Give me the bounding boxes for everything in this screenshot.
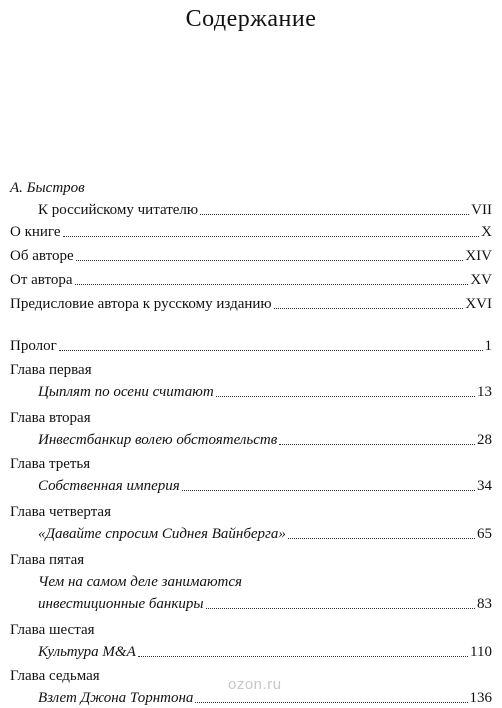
chapter-heading-label: Глава четвертая: [10, 504, 111, 520]
chapter-title: Культура M&A: [38, 644, 136, 660]
toc-entry[interactable]: [10, 382, 492, 402]
toc-entry-page: 110: [470, 644, 492, 660]
toc-entry[interactable]: [10, 476, 492, 496]
toc-entry[interactable]: [10, 430, 492, 450]
toc-entry-page: 136: [469, 690, 492, 706]
toc-entry-label: От автора: [10, 272, 73, 288]
chapter-heading: [10, 620, 492, 640]
toc-leader: [63, 236, 480, 237]
toc-leader: [195, 702, 467, 703]
toc-entry-page: 28: [477, 432, 492, 448]
chapter-heading: [10, 408, 492, 428]
toc-author-row: [10, 178, 492, 198]
chapter-heading: [10, 454, 492, 474]
chapter-title: Инвестбанкир волею обстоятельств: [38, 432, 278, 448]
toc-entry-page: XVI: [465, 296, 492, 312]
chapter-title: Цыплят по осени считают: [38, 384, 214, 400]
toc-entry-label: Об авторе: [10, 248, 74, 264]
chapter-heading-label: Глава первая: [10, 362, 92, 378]
toc-entry-label: К российскому читателю: [38, 202, 199, 218]
toc-entry[interactable]: [10, 270, 492, 290]
toc-entry[interactable]: [10, 594, 492, 614]
chapter-heading-label: Глава шестая: [10, 622, 95, 638]
toc-entry-page: 34: [477, 478, 492, 494]
chapter-title: Чем на самом деле занимаются: [38, 574, 243, 590]
chapter-heading-label: Глава пятая: [10, 552, 85, 568]
toc-entry-page: XIV: [465, 248, 492, 264]
chapter-title: Взлет Джона Торнтона: [38, 690, 194, 706]
toc-entry-page: VII: [471, 202, 492, 218]
toc-entry-page: X: [481, 224, 492, 240]
toc-entry-page: XV: [470, 272, 492, 288]
toc-entry[interactable]: [10, 222, 492, 242]
toc-entry-label: Пролог: [10, 338, 57, 354]
toc-entry[interactable]: [10, 246, 492, 266]
toc-entry[interactable]: [10, 294, 492, 314]
chapter-heading-label: Глава седьмая: [10, 668, 100, 684]
chapter-title: «Давайте спросим Сиднея Вайнберга»: [38, 526, 286, 542]
toc-leader: [288, 538, 475, 539]
toc-leader: [216, 396, 475, 397]
chapter-heading: [10, 360, 492, 380]
chapter-title-line: [10, 572, 492, 592]
page-title: Содержание: [185, 6, 317, 32]
watermark: ozon.ru: [228, 676, 282, 693]
toc-leader: [76, 260, 464, 261]
toc-leader: [206, 608, 475, 609]
toc-leader: [200, 214, 469, 215]
toc-entry[interactable]: [10, 642, 492, 662]
toc-entry-page: 13: [477, 384, 492, 400]
toc-entry-page: 1: [484, 338, 492, 354]
toc-entry-page: 65: [477, 526, 492, 542]
chapter-heading: [10, 550, 492, 570]
toc-entry[interactable]: [10, 524, 492, 544]
chapter-title: инвестиционные банкиры: [38, 596, 204, 612]
toc-leader: [182, 490, 475, 491]
chapter-heading-label: Глава вторая: [10, 410, 91, 426]
toc-leader: [274, 308, 464, 309]
toc-leader: [279, 444, 475, 445]
toc-author: А. Быстров: [10, 180, 85, 196]
toc-leader: [138, 656, 468, 657]
toc-entry-prologue[interactable]: [10, 336, 492, 356]
toc-leader: [75, 284, 469, 285]
toc-leader: [59, 350, 483, 351]
chapter-heading: [10, 502, 492, 522]
toc-entry-page: 83: [477, 596, 492, 612]
toc-entry-label: О книге: [10, 224, 61, 240]
chapter-title: Собственная империя: [38, 478, 180, 494]
chapter-heading-label: Глава третья: [10, 456, 91, 472]
toc-entry-label: Предисловие автора к русскому изданию: [10, 296, 272, 312]
toc-entry[interactable]: [10, 200, 492, 220]
